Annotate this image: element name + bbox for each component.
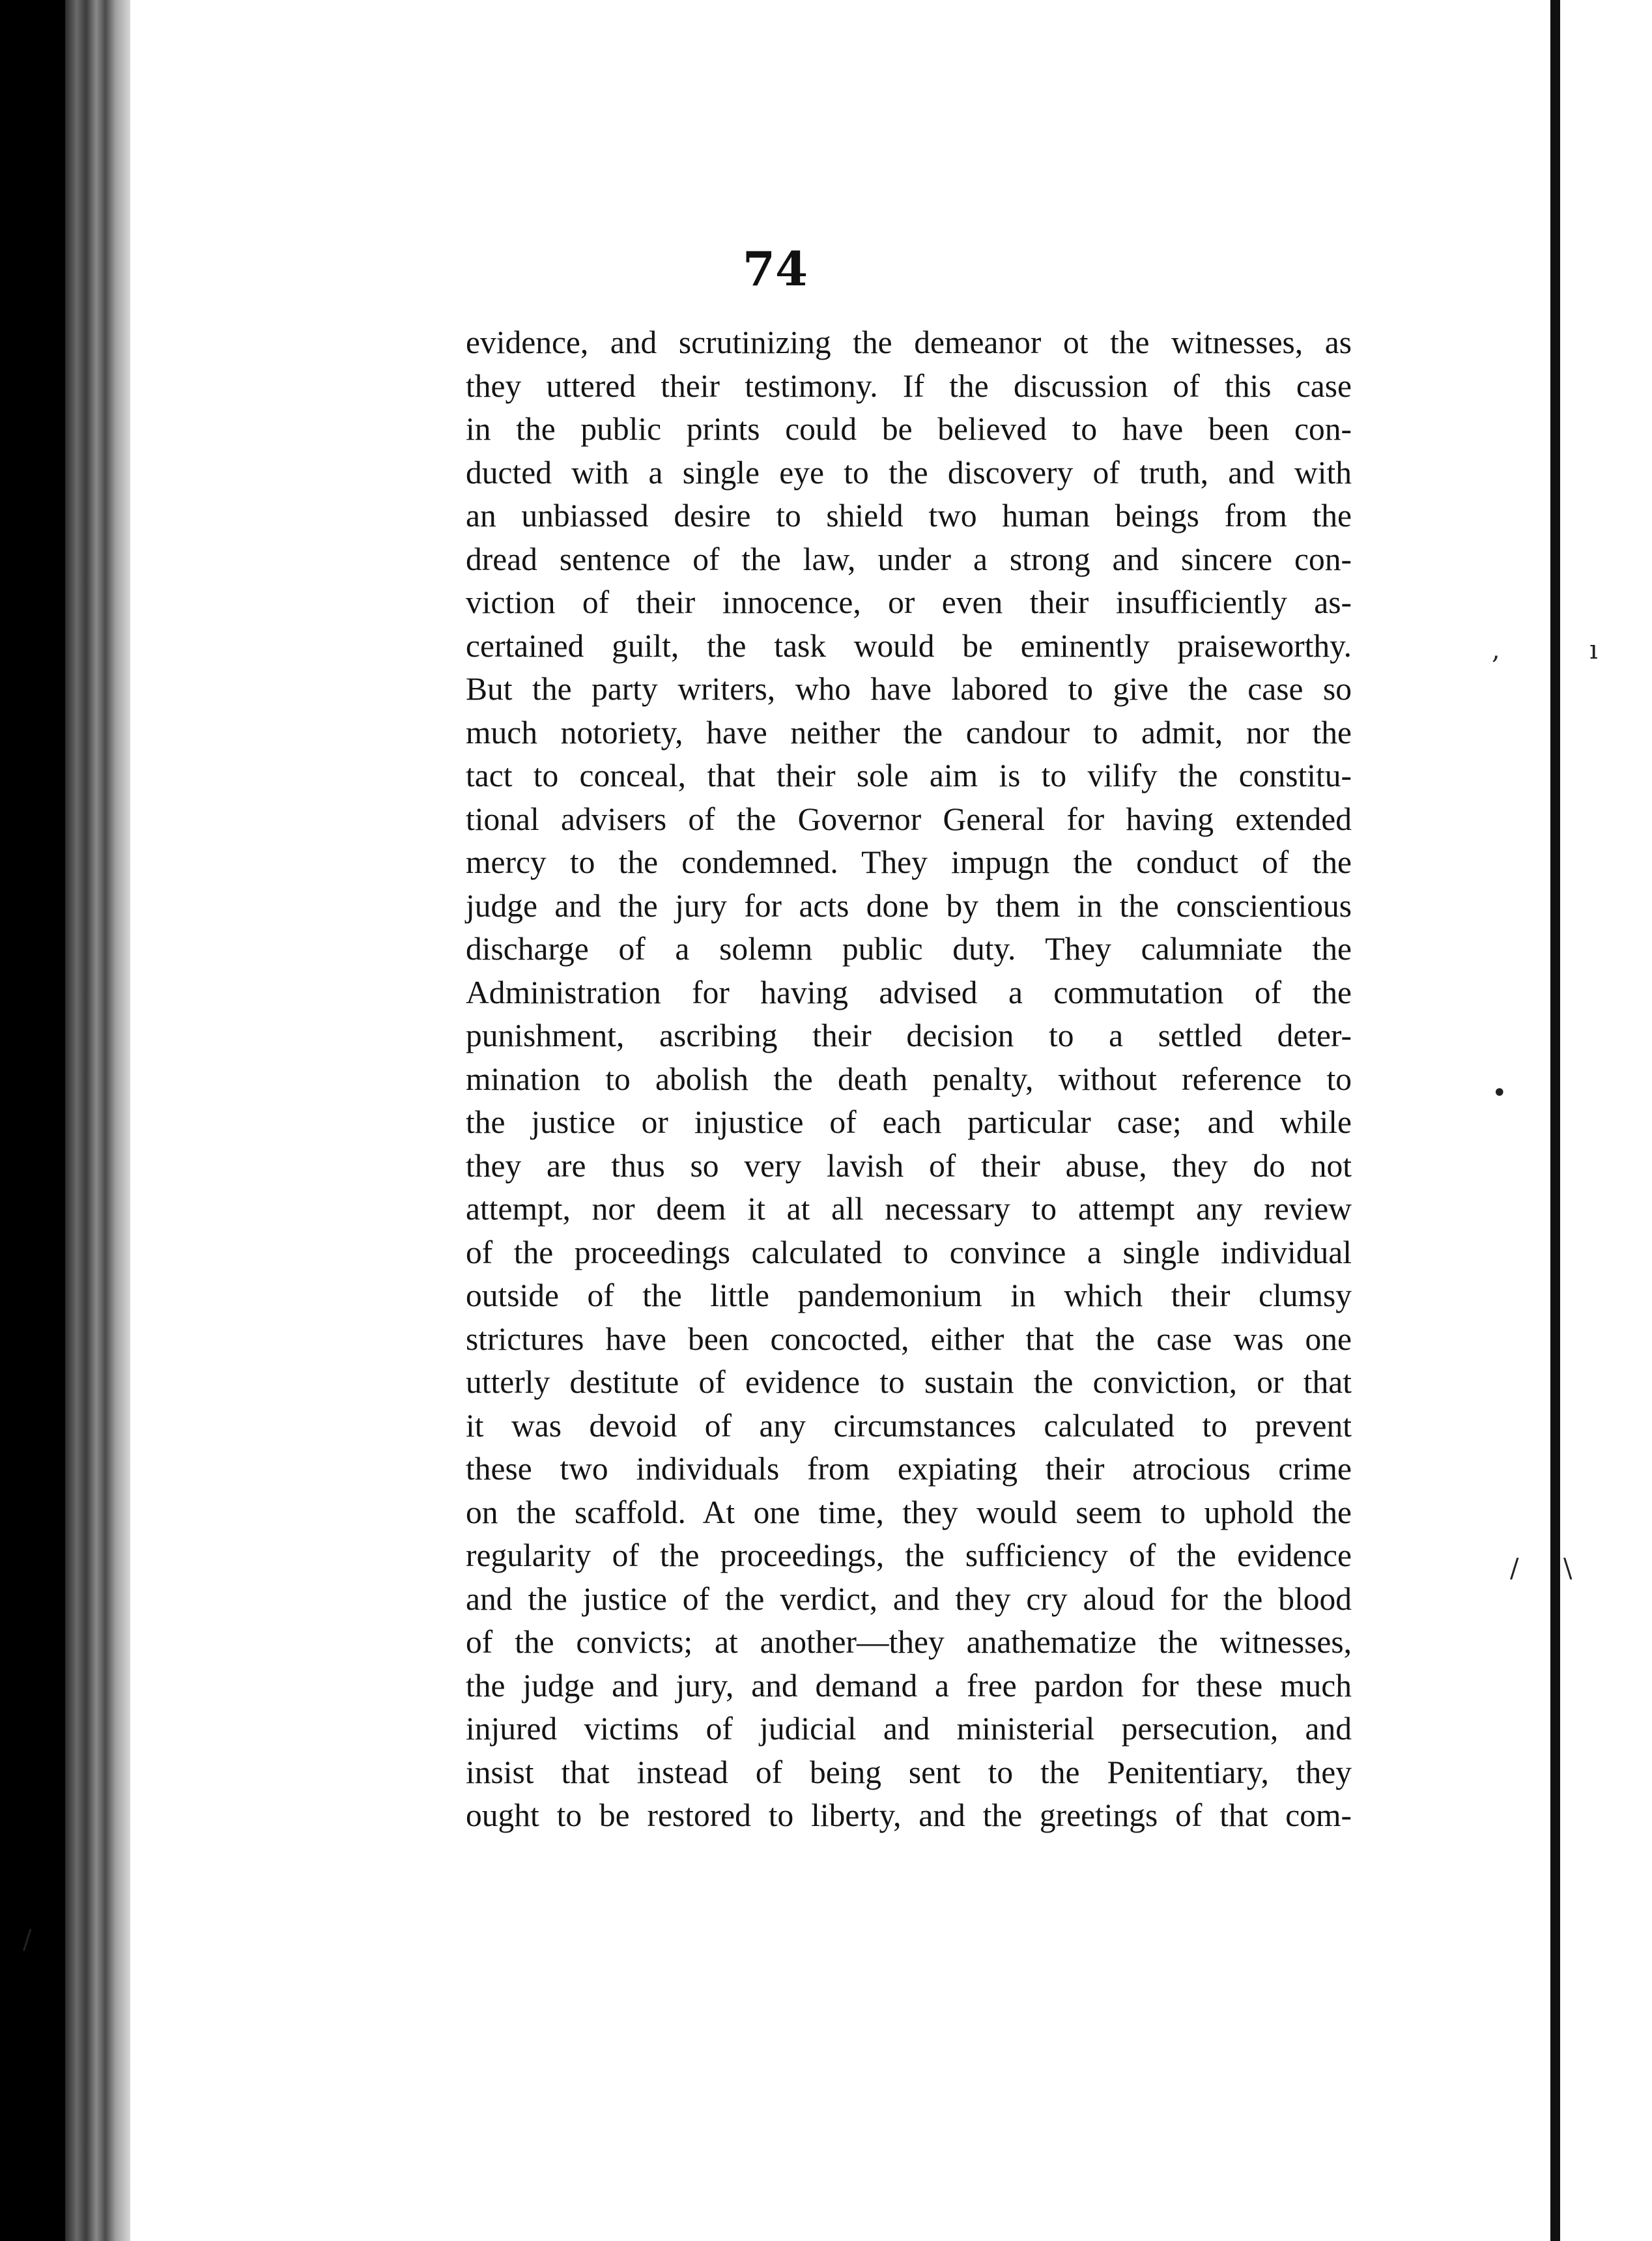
- text-line: strictures have been concocted, either that the case was one: [466, 1320, 1352, 1357]
- text-line: tact to conceal, that their sole aim is to vilify the constitu-: [466, 758, 1352, 793]
- page-gutter: [1550, 0, 1560, 2241]
- text-line: viction of their innocence, or even their insufficiently as-: [466, 584, 1352, 620]
- margin-speck: ,: [1492, 635, 1500, 665]
- text-line: the judge and jury, and demand a free pardon for these much: [466, 1667, 1352, 1704]
- text-line: Administration for having advised a commutation of the: [466, 974, 1352, 1010]
- text-line: they uttered their testimony. If the discussion of this case: [466, 367, 1352, 404]
- text-line: on the scaffold. At one time, they would seem to uphold the: [466, 1494, 1352, 1530]
- text-line: judge and the jury for acts done by them in the conscientious: [466, 887, 1352, 924]
- page-number: 74: [742, 241, 808, 296]
- text-line: tional advisers of the Governor General for having extended: [466, 801, 1352, 837]
- margin-speck: /: [23, 1925, 32, 1955]
- margin-speck: ı: [1589, 635, 1598, 665]
- text-line: it was devoid of any circumstances calculated to prevent: [466, 1407, 1352, 1444]
- margin-speck: •: [1492, 1078, 1507, 1108]
- right-page-edge: [1560, 0, 1652, 2241]
- text-line: insist that instead of being sent to the Penitentiary, they: [466, 1754, 1352, 1790]
- book-spine-edge: [65, 0, 130, 2241]
- text-line: outside of the little pandemonium in which their clumsy: [466, 1278, 1352, 1313]
- text-line: the justice or injustice of each particular case; and while: [466, 1104, 1352, 1140]
- text-line: injured victims of judicial and ministerial persecution, and: [466, 1711, 1352, 1747]
- text-line: these two individuals from expiating their atrocious crime: [466, 1451, 1352, 1487]
- text-line: of the proceedings calculated to convince a single individual: [466, 1234, 1352, 1270]
- text-line: mination to abolish the death penalty, without reference to: [466, 1061, 1352, 1097]
- text-line: attempt, nor deem it at all necessary to attempt any review: [466, 1191, 1352, 1227]
- text-line: regularity of the proceedings, the sufficiency of the evidence: [466, 1537, 1352, 1573]
- text-line: in the public prints could be believed to have been con-: [466, 411, 1352, 447]
- text-line: and the justice of the verdict, and they cry aloud for the blood: [466, 1580, 1352, 1617]
- text-line: an unbiassed desire to shield two human beings from the: [466, 498, 1352, 534]
- text-line: certained guilt, the task would be eminently praiseworthy.: [466, 627, 1352, 664]
- text-line: evidence, and scrutinizing the demeanor ot the witnesses, as: [466, 324, 1352, 360]
- text-line: mercy to the condemned. They impugn the conduct of the: [466, 844, 1352, 880]
- text-line: punishment, ascribing their decision to a settled deter-: [466, 1018, 1352, 1053]
- text-line: they are thus so very lavish of their abuse, they do not: [466, 1147, 1352, 1184]
- body-text: [466, 321, 1352, 1838]
- text-line: of the convicts; at another—they anathematize the witnesses,: [466, 1624, 1352, 1660]
- text-line: dread sentence of the law, under a strong and sincere con-: [466, 541, 1352, 577]
- text-line: But the party writers, who have labored to give the case so: [466, 671, 1352, 707]
- margin-speck: /: [1510, 1554, 1519, 1584]
- text-line: utterly destitute of evidence to sustain the conviction, or that: [466, 1364, 1352, 1400]
- text-line: much notoriety, have neither the candour to admit, nor the: [466, 714, 1352, 750]
- margin-speck: \: [1563, 1554, 1573, 1584]
- text-line: ought to be restored to liberty, and the greetings of that com-: [466, 1797, 1352, 1833]
- text-line: ducted with a single eye to the discovery of truth, and with: [466, 454, 1352, 491]
- text-line: discharge of a solemn public duty. They calumniate the: [466, 931, 1352, 967]
